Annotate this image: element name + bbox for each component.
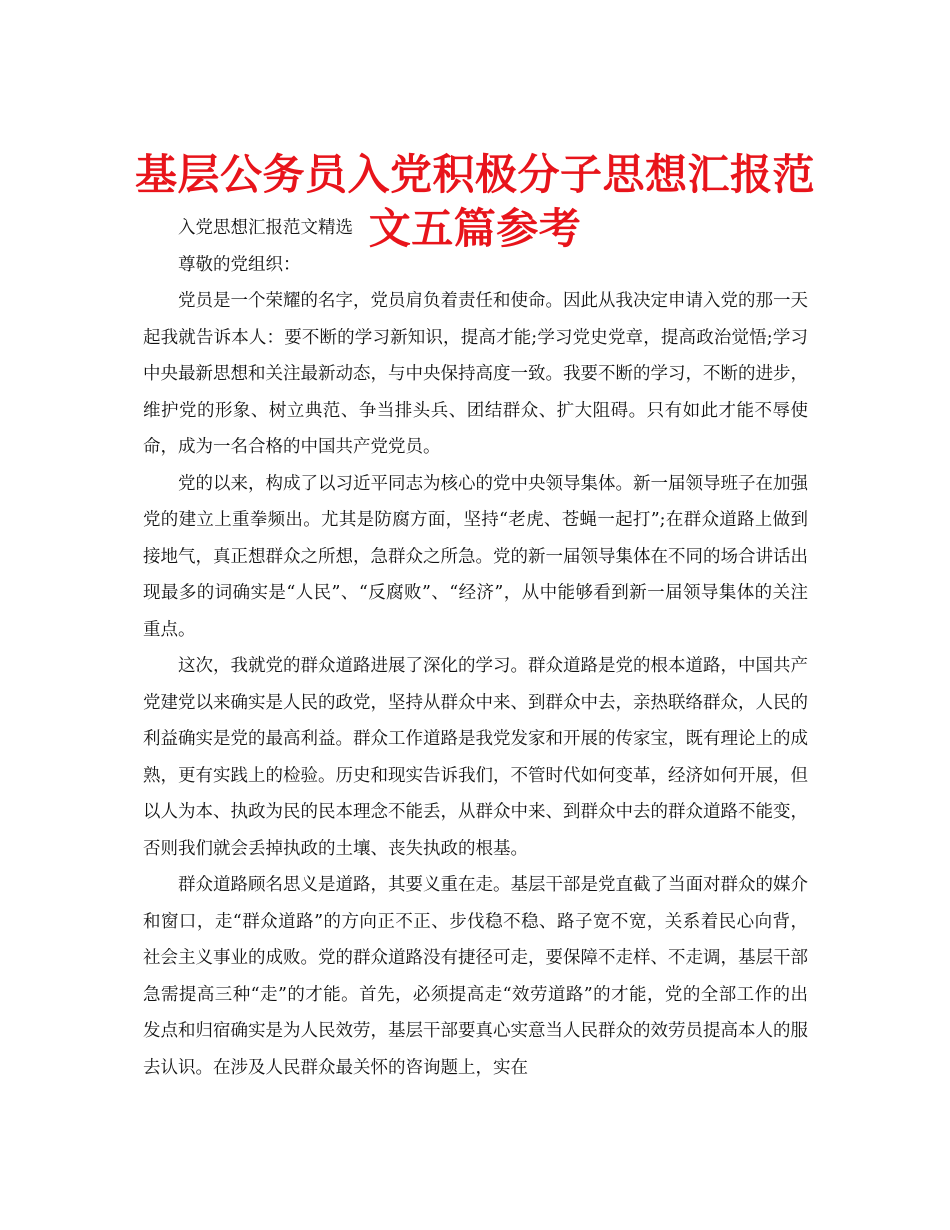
body-paragraph: 群众道路顾名思义是道路，其要义重在走。基层干部是党直截了当面对群众的媒介和窗口，走“群众道路”的方向正不正、步伐稳不稳、路子宽不宽，关系着民心向背，社会主义事业的成败。党的群众道路没有捷径可走，要保障不走样、不走调，基层干部急需提高三种“走”的才能。首先，必须提高走“效劳道路”的才能，党的全部工作的出发点和归宿确实是为人民效劳，基层干部要真心实意当人民群众的效劳员提高本人的服去认识。在涉及人民群众最关怀的咨询题上，实在 [143,875,808,1078]
document-body [143,210,808,1086]
document-title: 基层公务员入党积极分子思想汇报范文五篇参考 [134,150,815,254]
salutation-paragraph: 尊敬的党组织： [178,254,301,275]
body-paragraph: 党员是一个荣耀的名字，党员肩负着责任和使命。因此从我决定申请入党的那一天起我就告诉本人：要不断的学习新知识，提高才能;学习党史党章，提高政治觉悟;学习中央最新思想和关注最新动态，与中央保持高度一致。我要不断的学习，不断的进步，维护党的形象、树立典范、争当排头兵、团结群众、扩大阻碍。只有如此才能不辱使命，成为一名合格的中国共产党党员。 [143,291,808,457]
body-paragraph: 这次，我就党的群众道路进展了深化的学习。群众道路是党的根本道路，中国共产党建党以来确实是人民的政党，坚持从群众中来、到群众中去，亲热联络群众，人民的利益确实是党的最高利益。群众工作道路是我党发家和开展的传家宝，既有理论上的成熟，更有实践上的检验。历史和现实告诉我们，不管时代如何变革，经济如何开展，但以人为本、执政为民的民本理念不能丢，从群众中来、到群众中去的群众道路不能变，否则我们就会丢掉执政的土壤、丧失执政的根基。 [143,656,808,859]
body-paragraph: 党的以来，构成了以习近平同志为核心的党中央领导集体。新一届领导班子在加强党的建立上重拳频出。尤其是防腐方面，坚持“老虎、苍蝇一起打”;在群众道路上做到接地气，真正想群众之所想，急群众之所急。党的新一届领导集体在不同的场合讲话出现最多的词确实是“人民”、“反腐败”、“经济”，从中能够看到新一届领导集体的关注重点。 [143,473,808,640]
subtitle-paragraph: 入党思想汇报范文精选 [178,218,353,238]
